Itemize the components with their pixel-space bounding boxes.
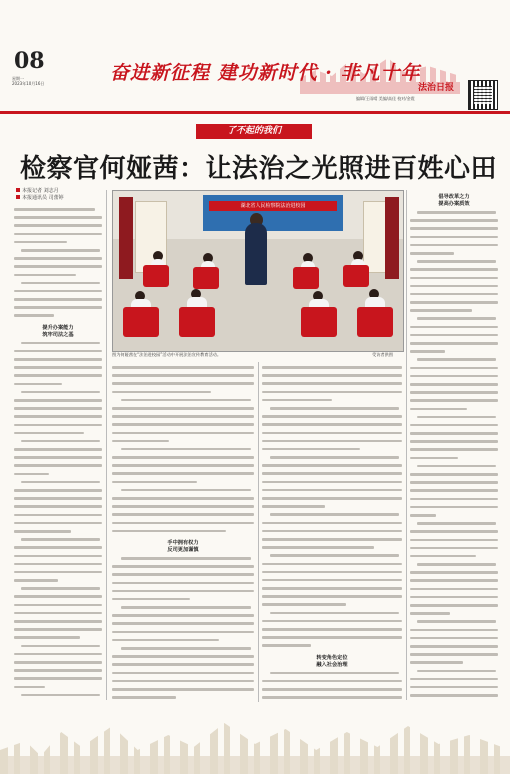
photo-credit: 受访者供图: [372, 352, 393, 357]
text-line: [262, 672, 402, 678]
text-line: [410, 555, 498, 561]
text-line: [410, 465, 498, 471]
date: 2023年10月16日: [12, 81, 45, 86]
text-line: [112, 513, 254, 519]
text-column-left: [14, 206, 102, 700]
text-line: [112, 481, 254, 487]
text-line: [262, 399, 402, 405]
paragraph-block: [410, 211, 498, 700]
text-line: [112, 672, 254, 678]
text-line: [410, 645, 498, 651]
text-line: [14, 374, 102, 380]
column-banner: 了不起的我们: [196, 124, 312, 139]
text-line: [14, 358, 102, 364]
text-line: [262, 464, 402, 470]
text-line: [14, 350, 102, 356]
text-line: [410, 489, 498, 495]
text-line: [410, 326, 498, 332]
page-number: 08: [14, 48, 45, 74]
text-line: [14, 257, 102, 263]
photo-seat: [143, 265, 169, 287]
photo-seat: [179, 307, 215, 337]
text-line: [14, 391, 102, 397]
text-line: [14, 563, 102, 569]
text-line: [410, 391, 498, 397]
byline-square-icon: [16, 195, 20, 199]
text-line: [262, 382, 402, 388]
text-line: [14, 489, 102, 495]
text-line: [112, 456, 254, 462]
article-headline: 检察官何娅茜：让法治之光照进百姓心田: [20, 154, 498, 184]
text-line: [262, 415, 402, 421]
text-line: [410, 350, 498, 356]
text-line: [410, 244, 498, 250]
text-line: [262, 423, 402, 429]
text-line: [14, 686, 102, 692]
weekday: 星期一: [12, 76, 24, 81]
text-line: [14, 661, 102, 667]
text-column-right: [410, 190, 498, 700]
footer-skyline-decoration: [0, 702, 510, 774]
text-line: [410, 317, 498, 323]
text-line: [14, 383, 102, 389]
text-line: [410, 661, 498, 667]
text-line: [14, 538, 102, 544]
text-line: [112, 374, 254, 380]
text-line: [112, 505, 254, 511]
text-line: [410, 506, 498, 512]
text-line: [410, 530, 498, 536]
page-slogan: 奋进新征程 建功新时代 · 非凡十年: [110, 62, 421, 84]
text-line: [112, 399, 254, 405]
photo-seat: [193, 267, 219, 289]
text-line: [112, 688, 254, 694]
text-line: [410, 670, 498, 676]
text-line: [410, 604, 498, 610]
photo-seat: [293, 267, 319, 289]
text-line: [410, 539, 498, 545]
column-divider: [258, 362, 259, 702]
text-line: [262, 612, 402, 618]
text-line: [14, 571, 102, 577]
text-line: [112, 680, 254, 686]
text-line: [14, 612, 102, 618]
text-line: [410, 416, 498, 422]
text-line: [410, 612, 498, 618]
text-line: [14, 456, 102, 462]
text-line: [112, 614, 254, 620]
text-line: [112, 606, 254, 612]
text-line: [14, 505, 102, 511]
text-line: [112, 557, 254, 563]
text-line: [262, 432, 402, 438]
text-line: [410, 547, 498, 553]
text-line: [410, 563, 498, 569]
text-line: [410, 375, 498, 381]
text-line: [262, 696, 402, 700]
text-line: [410, 620, 498, 626]
text-line: [112, 631, 254, 637]
text-line: [410, 514, 498, 520]
text-line: [14, 595, 102, 601]
text-line: [262, 603, 402, 609]
text-line: [410, 678, 498, 684]
byline-square-icon: [16, 188, 20, 192]
text-line: [14, 399, 102, 405]
text-line: [410, 579, 498, 585]
text-line: [14, 249, 102, 255]
text-line: [410, 252, 498, 258]
qr-code-icon: [468, 80, 498, 110]
text-line: [14, 366, 102, 372]
text-line: [14, 342, 102, 348]
byline-correspondent: 本报通讯员 司蕾婷: [22, 195, 64, 201]
text-line: [112, 423, 254, 429]
byline-reporter: 本报记者 刘志月: [22, 188, 59, 194]
text-line: [112, 497, 254, 503]
photo-seat-row: [113, 251, 403, 281]
text-line: [14, 265, 102, 271]
text-line: [410, 293, 498, 299]
text-line: [112, 696, 254, 700]
text-line: [14, 432, 102, 438]
text-column-middle-right: [262, 364, 402, 700]
text-line: [262, 546, 402, 552]
subhead-left-1: [14, 325, 102, 339]
article-photo: [112, 190, 404, 352]
text-line: [112, 432, 254, 438]
subhead-line: 手中拥有权力: [167, 539, 199, 546]
text-line: [410, 629, 498, 635]
text-line: [262, 391, 402, 397]
text-line: [14, 587, 102, 593]
text-line: [262, 530, 402, 536]
text-line: [14, 514, 102, 520]
text-line: [14, 424, 102, 430]
text-line: [410, 481, 498, 487]
text-line: [410, 694, 498, 700]
text-line: [112, 464, 254, 470]
text-line: [410, 301, 498, 307]
text-line: [14, 628, 102, 634]
subhead-line: 倡导改革之力: [438, 194, 470, 200]
text-line: [262, 456, 402, 462]
text-line: [410, 596, 498, 602]
paragraph-block: [14, 208, 102, 321]
text-line: [14, 233, 102, 239]
text-line: [14, 653, 102, 659]
text-line: [410, 440, 498, 446]
text-line: [14, 464, 102, 470]
text-line: [262, 587, 402, 593]
text-line: [112, 530, 254, 536]
text-line: [410, 236, 498, 242]
text-line: [410, 211, 498, 217]
text-line: [112, 391, 254, 397]
text-line: [112, 663, 254, 669]
text-line: [410, 334, 498, 340]
photo-caption: 图为何娅茜在“法治进校园”活动中开展法治宣传教育活动。: [112, 352, 222, 357]
text-line: [410, 588, 498, 594]
text-line: [410, 432, 498, 438]
subhead-line: 反司更加谨慎: [167, 546, 199, 553]
text-line: [410, 498, 498, 504]
text-line: [262, 688, 402, 694]
text-line: [410, 399, 498, 405]
column-divider: [406, 190, 407, 700]
text-line: [112, 472, 254, 478]
text-line: [410, 522, 498, 528]
paper-logo: 法治日报: [418, 83, 455, 93]
text-line: [14, 314, 102, 320]
text-line: [14, 604, 102, 610]
subhead-line: 转变角色定位: [316, 654, 348, 661]
text-line: [410, 473, 498, 479]
text-line: [112, 489, 254, 495]
text-line: [410, 260, 498, 266]
text-line: [410, 408, 498, 414]
byline: [16, 188, 64, 202]
paragraph-block: [14, 342, 102, 700]
text-line: [112, 573, 254, 579]
text-line: [410, 637, 498, 643]
text-line: [262, 513, 402, 519]
text-line: [262, 505, 402, 511]
text-line: [14, 694, 102, 700]
text-line: [14, 555, 102, 561]
text-line: [14, 473, 102, 479]
text-line: [410, 358, 498, 364]
photo-seat: [343, 265, 369, 287]
column-divider: [106, 190, 107, 700]
text-line: [410, 342, 498, 348]
text-line: [14, 208, 102, 214]
text-line: [112, 598, 254, 604]
paragraph-block: [262, 366, 402, 651]
text-line: [14, 645, 102, 651]
text-line: [112, 565, 254, 571]
text-line: [112, 366, 254, 372]
text-line: [14, 282, 102, 288]
text-line: [262, 448, 402, 454]
text-line: [262, 497, 402, 503]
text-line: [112, 590, 254, 596]
text-line: [14, 636, 102, 642]
text-line: [112, 582, 254, 588]
text-line: [112, 382, 254, 388]
text-line: [14, 440, 102, 446]
text-line: [14, 677, 102, 683]
text-line: [410, 448, 498, 454]
text-line: [262, 620, 402, 626]
text-line: [14, 306, 102, 312]
text-line: [112, 522, 254, 528]
text-line: [112, 407, 254, 413]
text-line: [262, 489, 402, 495]
text-line: [14, 546, 102, 552]
photo-seat: [123, 307, 159, 337]
text-line: [14, 216, 102, 222]
text-line: [112, 639, 254, 645]
text-line: [262, 374, 402, 380]
text-line: [112, 440, 254, 446]
header-rule: [0, 111, 510, 114]
text-line: [262, 554, 402, 560]
text-line: [14, 669, 102, 675]
text-column-middle-left: [112, 364, 254, 700]
text-line: [14, 224, 102, 230]
text-line: [410, 227, 498, 233]
subhead-line: 提升办案能力: [42, 324, 74, 331]
subhead-mid-2: [262, 655, 402, 669]
text-line: [262, 538, 402, 544]
text-line: [262, 636, 402, 642]
subhead-line: 提高办案质效: [438, 201, 470, 207]
text-line: [14, 448, 102, 454]
text-line: [112, 448, 254, 454]
page-header: [0, 0, 510, 112]
photo-seat: [301, 307, 337, 337]
subhead-mid-1: [112, 540, 254, 554]
subhead-line: 筑牢司法之基: [42, 331, 74, 338]
text-line: [262, 644, 402, 650]
text-line: [262, 440, 402, 446]
text-line: [112, 622, 254, 628]
text-line: [14, 481, 102, 487]
text-line: [14, 407, 102, 413]
paragraph-block: [112, 557, 254, 700]
text-line: [410, 424, 498, 430]
text-line: [14, 290, 102, 296]
text-line: [262, 579, 402, 585]
text-line: [262, 595, 402, 601]
text-line: [410, 367, 498, 373]
text-line: [14, 620, 102, 626]
editor-credits: 编辑/王雨晴 美编/高佳 校对/金霞: [356, 96, 415, 101]
text-line: [262, 680, 402, 686]
text-line: [14, 497, 102, 503]
text-line: [262, 472, 402, 478]
subhead-right-1: [410, 194, 498, 208]
text-line: [410, 571, 498, 577]
text-line: [262, 522, 402, 528]
text-line: [410, 309, 498, 315]
subhead-line: 融入社会治理: [316, 661, 348, 668]
text-line: [410, 686, 498, 692]
text-line: [14, 579, 102, 585]
text-line: [112, 415, 254, 421]
text-line: [262, 571, 402, 577]
text-line: [410, 219, 498, 225]
text-line: [262, 481, 402, 487]
photo-seat-row: [113, 291, 403, 321]
text-line: [262, 563, 402, 569]
text-line: [410, 383, 498, 389]
text-line: [262, 366, 402, 372]
photo-banner: 湖北省人民检察院法治进校园: [209, 201, 337, 211]
paragraph-block: [262, 672, 402, 700]
text-line: [14, 241, 102, 247]
text-line: [14, 298, 102, 304]
text-line: [14, 274, 102, 280]
text-line: [14, 530, 102, 536]
text-line: [262, 407, 402, 413]
text-line: [14, 415, 102, 421]
paragraph-block: [112, 366, 254, 536]
text-line: [410, 653, 498, 659]
text-line: [262, 628, 402, 634]
text-line: [410, 457, 498, 463]
text-line: [410, 277, 498, 283]
page-meta: [12, 76, 44, 86]
text-line: [14, 522, 102, 528]
text-line: [410, 268, 498, 274]
text-line: [112, 647, 254, 653]
photo-seat: [357, 307, 393, 337]
text-line: [410, 285, 498, 291]
text-line: [112, 655, 254, 661]
